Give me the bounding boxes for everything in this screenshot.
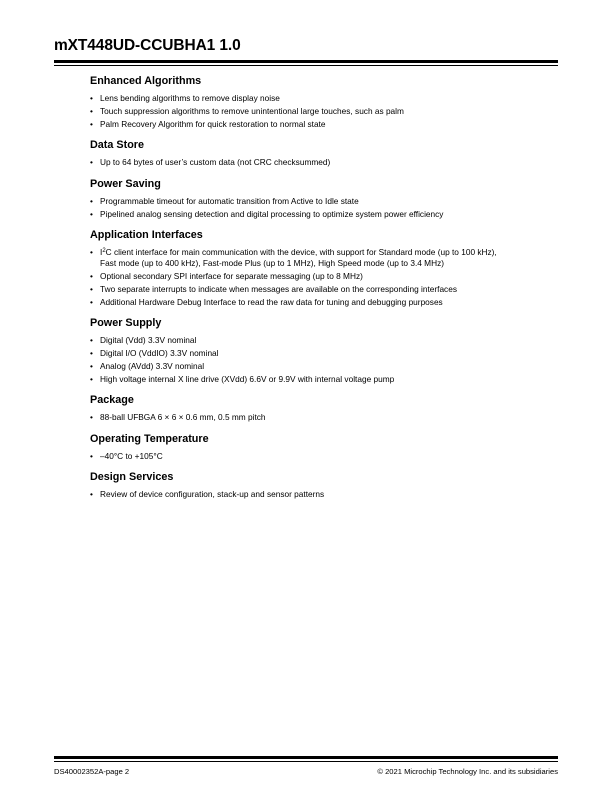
list-item: • Lens bending algorithms to remove display noise	[90, 93, 550, 103]
footer-rule-thin	[54, 761, 558, 762]
section-heading: Data Store	[90, 139, 145, 152]
section-heading: Power Saving	[90, 177, 161, 190]
section-heading: Design Services	[90, 471, 174, 484]
footer-doc-id: DS40002352A-page 2	[54, 767, 130, 776]
i2c-superscript: 2	[102, 248, 106, 255]
list-item-i2c	[90, 247, 550, 268]
list-item: • Pipelined analog sensing detection and digital processing to optimize system power efficiency	[90, 209, 550, 219]
list-item: • Additional Hardware Debug Interface to read the raw data for tuning and debugging purposes	[90, 297, 550, 307]
bullet-list	[90, 412, 550, 422]
list-item: • Review of device configuration, stack-up and sensor patterns	[90, 489, 550, 499]
bullet-list	[90, 93, 550, 129]
header-rule-thin	[54, 65, 558, 66]
list-item: • Digital (Vdd) 3.3V nominal	[90, 335, 550, 345]
section-power-saving	[90, 177, 550, 219]
list-item: • Palm Recovery Algorithm for quick restoration to normal state	[90, 119, 550, 129]
bullet-list	[90, 489, 550, 499]
section-heading: Operating Temperature	[90, 432, 209, 445]
section-heading: Application Interfaces	[90, 229, 203, 242]
bullet-list	[90, 196, 550, 219]
bullet-list	[90, 247, 550, 307]
section-heading: Package	[90, 394, 134, 407]
i2c-line-2: Fast mode (up to 400 kHz), Fast-mode Plus (up to 1 MHz), High Speed mode (up to 3.4 MHz)	[100, 257, 445, 268]
list-item: • Digital I/O (VddIO) 3.3V nominal	[90, 348, 550, 358]
list-item: • 88-ball UFBGA 6 × 6 × 0.6 mm, 0.5 mm pitch	[90, 412, 550, 422]
bullet-list	[90, 157, 550, 167]
section-heading: Enhanced Algorithms	[90, 75, 202, 87]
bullet-list	[90, 451, 550, 461]
list-item: • High voltage internal X line drive (XVdd) 6.6V or 9.9V with internal voltage pump	[90, 374, 550, 384]
header-rule-thick	[54, 60, 558, 63]
page-title: mXT448UD-CCUBHA1 1.0	[54, 37, 241, 54]
list-item: • Programmable timeout for automatic transition from Active to Idle state	[90, 196, 550, 206]
i2c-line-1: C client interface for main communication with the device, with support for Standard mode (up to 100 kHz),	[105, 247, 497, 258]
main-content	[90, 74, 550, 509]
section-package	[90, 393, 550, 422]
footer-rule-thick	[54, 756, 558, 759]
list-item: • Two separate interrupts to indicate when messages are available on the corresponding interfaces	[90, 284, 550, 294]
section-data-store	[90, 138, 550, 167]
list-item: • –40°C to +105°C	[90, 451, 550, 461]
footer-copyright: © 2021 Microchip Technology Inc. and its subsidiaries	[377, 767, 558, 776]
list-item: • Optional secondary SPI interface for separate messaging (up to 8 MHz)	[90, 271, 550, 281]
bullet-list	[90, 335, 550, 384]
list-item: • Up to 64 bytes of user’s custom data (not CRC checksummed)	[90, 157, 550, 167]
list-item: • Analog (AVdd) 3.3V nominal	[90, 361, 550, 371]
section-operating-temperature	[90, 432, 550, 461]
i2c-prefix: I	[100, 247, 103, 258]
section-design-services	[90, 470, 550, 499]
section-application-interfaces	[90, 228, 550, 307]
list-item: • Touch suppression algorithms to remove unintentional large touches, such as palm	[90, 106, 550, 116]
section-heading: Power Supply	[90, 317, 162, 330]
section-enhanced-algorithms	[90, 74, 550, 129]
section-power-supply	[90, 316, 550, 384]
